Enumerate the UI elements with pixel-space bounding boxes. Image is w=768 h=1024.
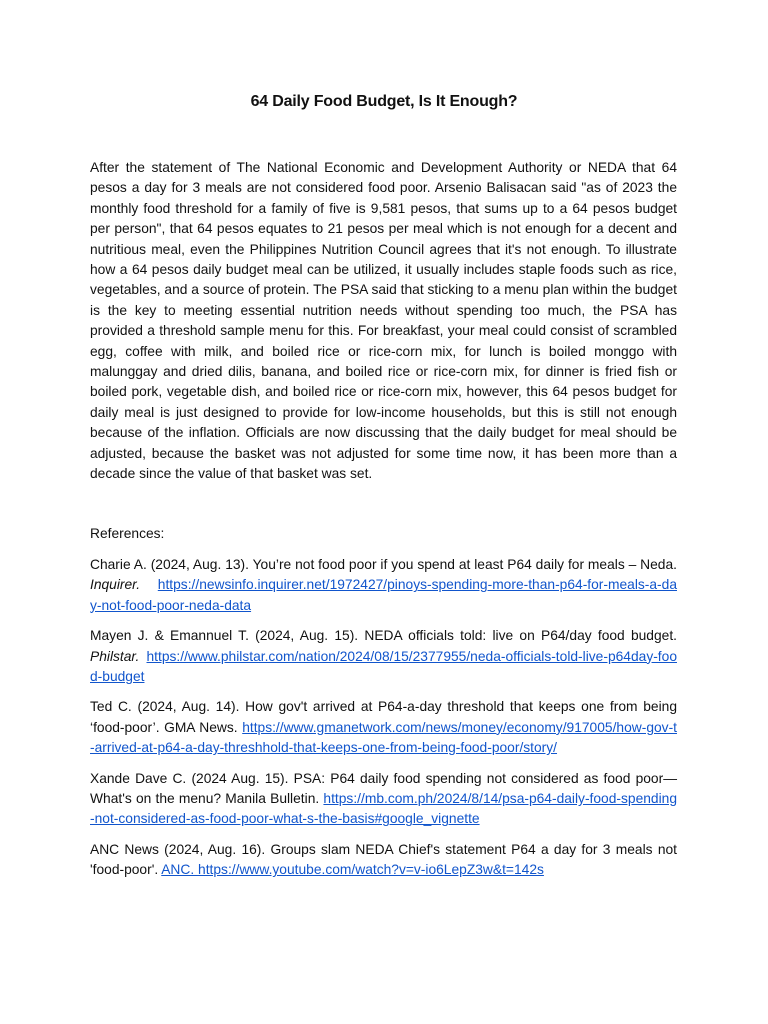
reference-link[interactable]: https://www.gmanetwork.com/news/money/economy/917005/how-gov-t-arrived-at-p64-a-day-threshhold-that-keeps-one-from-being-food-poor/story/: [90, 719, 677, 756]
reference-item: [90, 697, 677, 758]
reference-text: Xande Dave C. (2024 Aug. 15). PSA: P64 daily food spending not considered as food poor—What's on the menu? Manila Bulletin.: [90, 770, 677, 807]
reference-link[interactable]: https://mb.com.ph/2024/8/14/psa-p64-daily-food-spending-not-considered-as-food-poor-what-s-the-basis#google_vignette: [90, 791, 677, 827]
reference-text: Ted C. (2024, Aug. 14). How gov't arrived at P64-a-day threshold that keeps one from being ‘food-poor’. GMA News.: [90, 699, 677, 735]
reference-link[interactable]: https://newsinfo.inquirer.net/1972427/pinoys-spending-more-than-p64-for-meals-a-day-not-food-poor-neda-data: [90, 577, 677, 613]
reference-text: Charie A. (2024, Aug. 13). You’re not food poor if you spend at least P64 daily for meals – Neda.: [90, 557, 677, 572]
body-paragraph: After the statement of The National Economic and Development Authority or NEDA that 64 pesos a day for 3 meals are not considered food poor. Arsenio Balisacan said "as of 2023 the monthly food threshold for a family of five is 9,581 pesos, that sums up to a 64 pesos budget per person", that 64 pesos equates to 21 pesos per meal which is not enough for a decent and nutritious meal, even the Philippines Nutrition Council agrees that it's not enough. To illustrate how a 64 pesos daily budget meal can be utilized, it usually includes staple foods such as rice, vegetables, and a source of protein. The PSA said that sticking to a menu plan within the budget is the key to meeting essential nutrition needs without spending too much, the PSA has provided a threshold sample menu for this. For breakfast, your meal could consist of scrambled egg, coffee with milk, and boiled rice or rice-corn mix, for lunch is boiled monggo with malunggay and dried dilis, banana, and boiled rice or rice-corn mix, for dinner is fried fish or boiled pork, vegetable dish, and boiled rice or rice-corn mix, however, this 64 pesos budget for daily meal is just designed to provide for low-income households, but this is still not enough because of the inflation. Officials are now discussing that the daily budget for meal should be adjusted, because the basket was not adjusted for some time now, it has been more than a decade since the value of that basket was set.: [90, 160, 677, 482]
reference-item: [90, 555, 677, 616]
document-title: 64 Daily Food Budget, Is It Enough?: [250, 93, 518, 110]
reference-item: [90, 769, 677, 830]
reference-item: [90, 626, 677, 687]
reference-item: [90, 840, 677, 881]
reference-link[interactable]: https://www.philstar.com/nation/2024/08/15/2377955/neda-officials-told-live-p64day-food-budget: [90, 648, 677, 685]
reference-source: Inquirer.: [90, 577, 141, 593]
reference-link[interactable]: ANC. https://www.youtube.com/watch?v=v-io6LepZ3w&t=142s: [161, 862, 544, 878]
references-heading: References:: [90, 526, 165, 541]
reference-text: Mayen J. & Emannuel T. (2024, Aug. 15). NEDA officials told: live on P64/day food budget.: [90, 628, 677, 644]
reference-text: ANC News (2024, Aug. 16). Groups slam NEDA Chief's statement P64 a day for 3 meals not 'food-poor'.: [90, 841, 677, 878]
references-list: [90, 555, 677, 891]
reference-source: Philstar.: [90, 648, 140, 664]
